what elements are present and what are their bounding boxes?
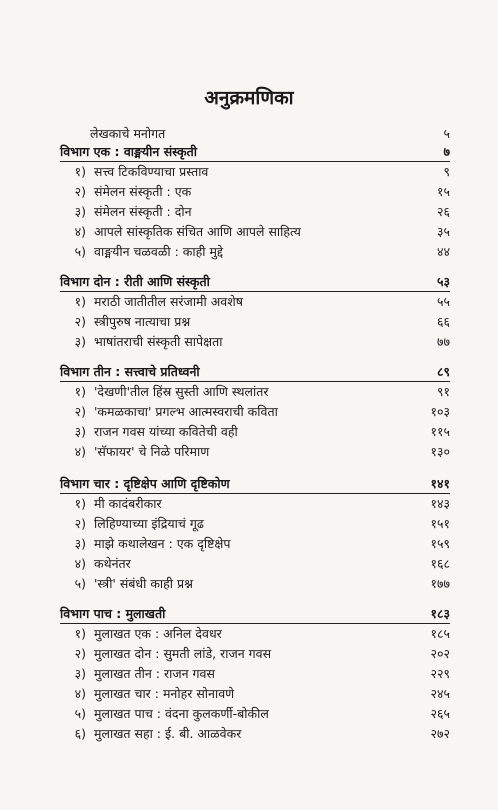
entry-title: लिहिण्याच्या इंद्रियाचं गूढ: [94, 516, 204, 531]
entry-number: ३): [74, 536, 86, 551]
entry-number: ३): [74, 666, 86, 681]
entry-number: २): [74, 646, 86, 661]
toc-entry: [60, 554, 450, 574]
section-title: विभाग पाच : मुलाखती: [60, 606, 166, 621]
toc-entry: [60, 644, 450, 664]
toc-entry: [60, 222, 450, 242]
toc-entry: [60, 574, 450, 594]
page-title: अनुक्रमणिका: [204, 87, 294, 109]
entry-title: मुलाखत सहा : ई. बी. आळवेकर: [94, 726, 242, 741]
entry-number: २): [74, 516, 86, 531]
page-number: ३५: [436, 224, 450, 239]
entry-number: २): [74, 184, 86, 199]
entry-number: ४): [74, 686, 86, 701]
entry-title: सत्त्व टिकविण्याचा प्रस्ताव: [94, 164, 209, 179]
toc-section: [60, 272, 450, 292]
section-title: विभाग चार : दृष्टिक्षेप आणि दृष्टिकोण: [60, 476, 230, 491]
toc-entry: [60, 442, 450, 462]
toc-entry: [60, 684, 450, 704]
entry-title: संमेलन संस्कृती : दोन: [94, 204, 192, 219]
toc-entry: [60, 124, 450, 144]
entry-number: ३): [74, 424, 86, 439]
page-number: १४३: [430, 496, 450, 511]
entry-title: कथेनंतर: [94, 556, 131, 571]
toc-section: [60, 142, 450, 162]
page-number: १५९: [430, 536, 450, 551]
page-number: २२९: [430, 666, 450, 681]
entry-title: मुलाखत तीन : राजन गवस: [94, 666, 215, 681]
page-number: ४४: [436, 244, 450, 259]
entry-number: ३): [74, 334, 86, 349]
entry-title: 'देखणी'तील हिंस्र सुस्ती आणि स्थलांतर: [94, 384, 269, 399]
entry-title: मुलाखत पाच : वंदना कुलकर्णी-बोकील: [94, 706, 269, 721]
entry-title: मुलाखत एक : अनिल देवधर: [94, 626, 222, 641]
entry-number: ३): [74, 204, 86, 219]
toc-entry: [60, 312, 450, 332]
toc-entry: [60, 534, 450, 554]
toc-entry: [60, 242, 450, 262]
entry-number: १): [74, 496, 86, 511]
page-number: ५३: [436, 274, 450, 289]
entry-title: राजन गवस यांच्या कवितेची वही: [94, 424, 238, 439]
toc-entry: [60, 514, 450, 534]
entry-title: मुलाखत दोन : सुमती लांडे, राजन गवस: [94, 646, 272, 661]
entry-number: ५): [74, 244, 86, 259]
entry-title: भाषांतराची संस्कृती सापेक्षता: [94, 334, 223, 349]
toc-entry: [60, 402, 450, 422]
section-title: विभाग तीन : सत्त्वाचे प्रतिध्वनी: [60, 364, 200, 379]
entry-title: मी कादंबरीकार: [94, 496, 162, 511]
entry-title: 'सॅफायर' चे निळे परिमाण: [94, 444, 210, 459]
entry-number: ४): [74, 224, 86, 239]
entry-title: लेखकाचे मनोगत: [90, 126, 166, 141]
toc-entry: [60, 162, 450, 182]
toc-entry: [60, 422, 450, 442]
page-number: ८९: [436, 364, 450, 379]
page-number: १६८: [430, 556, 450, 571]
page-number: ११५: [430, 424, 450, 439]
toc-entry: [60, 182, 450, 202]
entry-number: १): [74, 294, 86, 309]
entry-title: 'स्त्री' संबंधी काही प्रश्न: [94, 576, 193, 591]
entry-title: संमेलन संस्कृती : एक: [94, 184, 192, 199]
toc-entry: [60, 382, 450, 402]
page-number: १५१: [430, 516, 450, 531]
entry-number: २): [74, 404, 86, 419]
page-number: ५५: [436, 294, 450, 309]
toc-entry: [60, 202, 450, 222]
entry-number: २): [74, 314, 86, 329]
toc-entry: [60, 704, 450, 724]
entry-title: स्त्रीपुरुष नात्याचा प्रश्न: [94, 314, 191, 329]
toc-section: [60, 604, 450, 624]
page-number: ६६: [436, 314, 450, 329]
page-number: २०२: [430, 646, 450, 661]
page-number: २४५: [430, 686, 450, 701]
entry-number: ६): [74, 726, 86, 741]
toc-entry: [60, 664, 450, 684]
entry-title: मराठी जातीतील सरंजामी अवशेष: [94, 294, 243, 309]
entry-title: वाङ्मयीन चळवळी : काही मुद्दे: [94, 244, 223, 259]
section-title: विभाग एक : वाङ्मयीन संस्कृती: [60, 144, 197, 159]
page-number: ७: [443, 144, 450, 159]
entry-number: ४): [74, 444, 86, 459]
entry-number: १): [74, 384, 86, 399]
entry-title: माझे कथालेखन : एक दृष्टिक्षेप: [94, 536, 231, 551]
page-number: १७७: [430, 576, 450, 591]
section-title: विभाग दोन : रीती आणि संस्कृती: [60, 274, 210, 289]
entry-number: १): [74, 626, 86, 641]
page-number: १५: [436, 184, 450, 199]
toc-entry: [60, 724, 450, 744]
entry-number: ४): [74, 556, 86, 571]
toc-section: [60, 474, 450, 494]
page-number: १०३: [430, 404, 450, 419]
page-number: १३०: [430, 444, 450, 459]
page-number: २६५: [430, 706, 450, 721]
page-number: ५: [443, 126, 450, 141]
page-number: ९१: [436, 384, 450, 399]
page-number: १४१: [430, 476, 450, 491]
entry-number: १): [74, 164, 86, 179]
page-number: २७२: [430, 726, 450, 741]
entry-number: ५): [74, 706, 86, 721]
toc-entry: [60, 624, 450, 644]
toc-section: [60, 362, 450, 382]
page-number: ७७: [436, 334, 450, 349]
page-number: २६: [436, 204, 450, 219]
page-number: ९: [443, 164, 450, 179]
entry-title: 'कमळकाचा' प्रगल्भ आत्मस्वराची कविता: [94, 404, 278, 419]
entry-number: ५): [74, 576, 86, 591]
toc-entry: [60, 494, 450, 514]
entry-title: मुलाखत चार : मनोहर सोनावणे: [94, 686, 235, 701]
page-number: १८५: [430, 626, 450, 641]
toc-entry: [60, 332, 450, 352]
toc-entry: [60, 292, 450, 312]
entry-title: आपले सांस्कृतिक संचित आणि आपले साहित्य: [94, 224, 301, 239]
page-number: १८३: [430, 606, 450, 621]
